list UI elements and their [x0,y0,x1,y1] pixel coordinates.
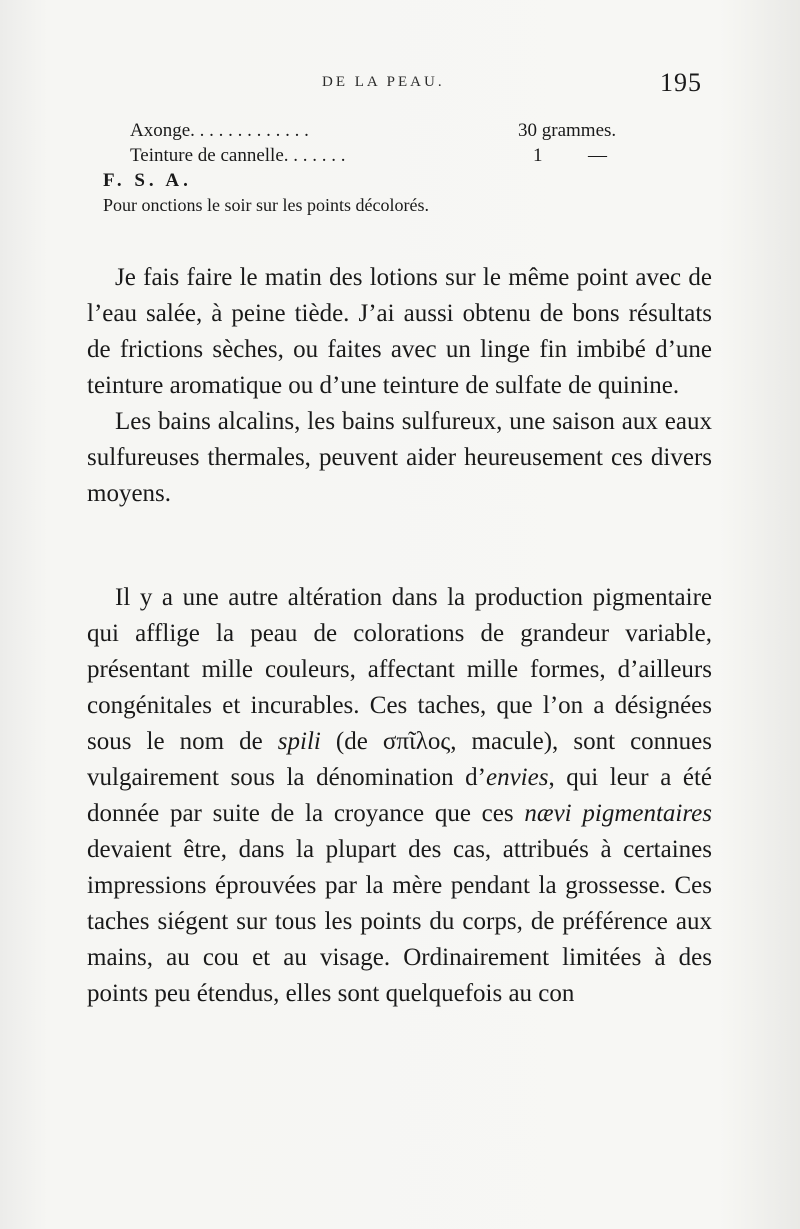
text-run: devaient être, dans la plupart des cas, attribués à certaines impressions éprouvées par la mère pendant la grossesse. Ces taches siégent sur tous les points du corps, de préférence aux mains, au cou et au visage. Ordinairement limitées à des points peu étendus, elles sont quelquefois au con [87,836,712,1007]
ingredient: Axonge. . . . . . . . . . . . . [130,120,309,141]
text-run: , qui leur a été donnée par suite de la croyance que ces [87,764,712,827]
fsa-abbreviation: F. S. A. [103,170,192,191]
prescription [103,118,663,218]
text-run: , macule), sont connues vulgairement sous la dénomination d’ [87,728,712,791]
amount: 30 grammes. [518,120,617,141]
paragraph: Les bains alcalins, les bains sulfureux, une saison aux eaux sulfureuses thermales, peuvent aider heureusement ces divers moyens. [87,408,712,507]
paragraph: Je fais faire le matin des lotions sur le même point avec de l’eau salée, à peine tiède. J’ai aussi obtenu de bons résultats de frictions sèches, ou faites avec un linge fin imbibé d’une teinture aromatique ou d’une teinture de sulfate de quinine. [87,264,712,399]
text-run: Il y a une autre altération dans la production pigmentaire qui afflige la peau de colorations de grandeur variable, présentant mille couleurs, affectant mille formes, d’ailleurs congénitales et incurables. Ces taches, que l’on a désignées sous le nom de [87,584,712,755]
prescription-note: Pour onctions le soir sur les points décolorés. [103,195,429,215]
running-title: DE LA PEAU. [322,74,445,90]
amount: 1 [533,145,543,166]
italic-term: spili [277,728,321,755]
body-text [87,580,712,1012]
prescription-line [103,118,663,143]
page-number: 195 [660,68,702,97]
greek-term: σπῖλος [382,728,451,755]
prescription-line [103,143,663,168]
italic-term: nævi pigmentaires [524,800,712,827]
text-run: (de [320,728,383,755]
ditto-mark: — [588,145,607,166]
italic-term: envies [485,764,549,791]
ingredient: Teinture de cannelle. . . . . . . [130,145,346,166]
body-text [87,260,712,512]
paragraph [87,580,712,1012]
